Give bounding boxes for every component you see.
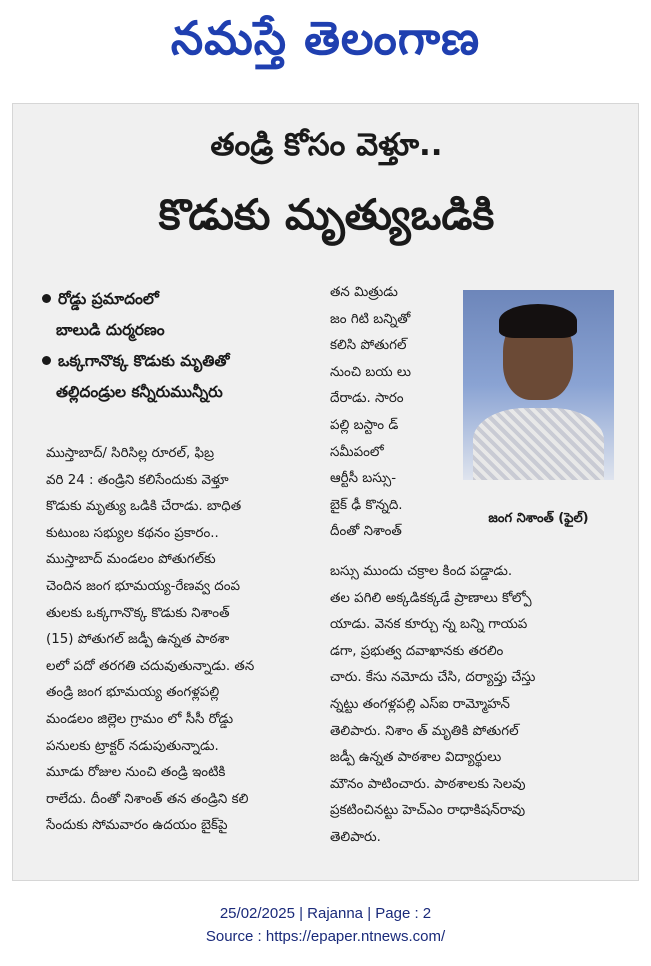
body-line: జం గిటి బన్నితో: [330, 311, 411, 327]
body-line: బైక్ ఢీ కొన్నది.: [330, 497, 403, 513]
body-line: వరి 24 : తండ్రిని కలిసేందుకు వెళ్తూ: [46, 472, 229, 488]
body-line: లలో పదో తరగతి చదువుతున్నాడు. తన: [46, 658, 255, 674]
body-line: రాలేదు. దీంతో నిశాంత్ తన తండ్రిని కలి: [46, 791, 249, 807]
bullet-dot-icon: [42, 356, 51, 365]
bullet-item: ఒక్కగానొక్క కొడుకు మృతితో: [56, 346, 341, 377]
body-line: ఆర్టీసీ బస్సు-: [330, 471, 397, 487]
body-line: న్నట్టు తంగళ్లపల్లి ఎస్ఐ రామ్మోహన్: [330, 696, 510, 712]
bullet-item: రోడ్డు ప్రమాదంలో: [56, 284, 341, 315]
highlight-bullets: [56, 284, 341, 408]
body-line: జడ్పీ ఉన్నత పాఠశాల విద్యార్థులు: [330, 750, 502, 766]
portrait-photo: [463, 290, 614, 480]
body-line: దీంతో నిశాంత్: [330, 524, 402, 540]
body-line: మండలం జిల్లెల గ్రామం లో సీసీ రోడ్డు: [46, 711, 234, 727]
masthead-logo: నమస్తే తెలంగాణ: [170, 11, 481, 65]
article-body-left: [46, 441, 334, 840]
body-line: బస్సు ముందు చక్రాల కింద పడ్డాడు.: [330, 564, 513, 579]
body-line: ముస్తాబాద్ మండలం పోతుగల్‌కు: [46, 552, 216, 568]
body-line: తల పగిలి అక్కడికక్కడే ప్రాణాలు కోల్పో: [330, 590, 532, 606]
footer-source: Source : https://epaper.ntnews.com/: [205, 928, 446, 945]
body-line: తన మిత్రుడు: [330, 285, 398, 300]
headline-line-2: కొడుకు మృత్యుఒడికి: [158, 190, 495, 239]
body-line: పల్లి బస్టాం డ్: [330, 417, 399, 433]
photo-shirt-shape: [473, 408, 604, 480]
bullet-dot-icon: [42, 294, 51, 303]
body-line: కుటుంబ సభ్యుల కథనం ప్రకారం..: [46, 525, 219, 541]
body-line: సమీపంలో: [330, 444, 384, 460]
bullet-item-continuation: బాలుడి దుర్మరణం: [56, 321, 165, 339]
body-line: ప్రకటించినట్టు హెచ్ఎం రాధాకిషన్‌రావు: [330, 803, 526, 819]
body-line: తెలిపారు.: [330, 829, 381, 845]
body-line: చెందిన జంగ భూమయ్య-రేణవ్వ దంప: [46, 578, 241, 594]
body-line: నుంచి బయ లు: [330, 364, 411, 380]
body-line: డగా, ప్రభుత్వ దవాఖానకు తరలిం: [330, 643, 504, 659]
news-clipping: [12, 103, 639, 881]
body-line: తెలిపారు. నిశాం త్ మృతికి పోతుగల్: [330, 723, 519, 739]
body-line: చారు. కేసు నమోదు చేసి, దర్యాప్తు చేస్తు: [330, 670, 536, 686]
body-line: సేందుకు సోమవారం ఉదయం బైక్‌పై: [46, 818, 228, 834]
body-line: కొడుకు మృత్యు ఒడికి చేరాడు. బాధిత: [46, 499, 242, 515]
body-line: తులకు ఒక్కగానొక్క కొడుకు నిశాంత్: [46, 605, 230, 621]
photo-hair-shape: [499, 304, 577, 338]
body-line: మూడు రోజుల నుంచి తండ్రి ఇంటికి: [46, 765, 226, 781]
article-body-bottom: [330, 559, 622, 852]
body-line: ముస్తాబాద్/ సిరిసిల్ల రూరల్, ఫిబ్ర: [46, 446, 215, 461]
body-line: దేరాడు. సారం: [330, 391, 404, 407]
headline-line-1: తండ్రి కోసం వెళ్తూ..: [210, 127, 443, 163]
bullet-item-continuation: తల్లిదండ్రుల కన్నీరుమున్నీరు: [56, 383, 223, 401]
footer-date-edition: 25/02/2025 | Rajanna | Page : 2: [219, 905, 432, 922]
body-line: కలిసి పోతుగల్: [330, 338, 407, 354]
photo-caption: జంగ నిశాంత్ (ఫైల్): [488, 511, 589, 526]
body-line: పనులకు ట్రాక్టర్ నడుపుతున్నాడు.: [46, 738, 219, 754]
body-line: మౌనం పాటించారు. పాఠశాలకు సెలవు: [330, 776, 526, 792]
body-line: యాడు. వెనక కూర్చు న్న బన్ని గాయప: [330, 617, 528, 633]
body-line: (15) పోతుగల్ జడ్పీ ఉన్నత పాఠశా: [46, 632, 230, 648]
article-body-middle: [330, 280, 458, 546]
body-line: తండ్రి జంగ భూమయ్య తంగళ్లపల్లి: [46, 685, 220, 701]
